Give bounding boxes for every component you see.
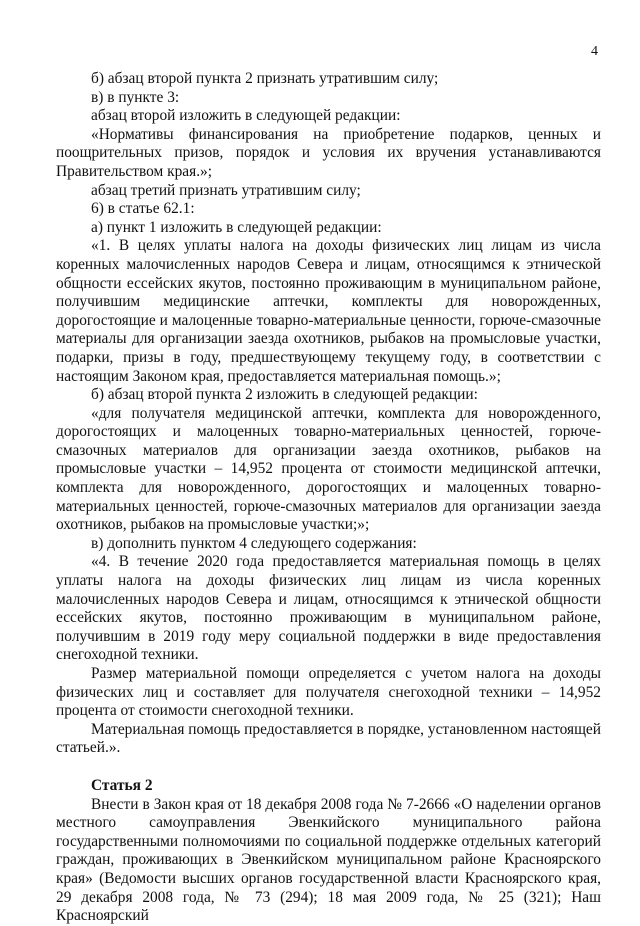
paragraph: абзац второй изложить в следующей редакции: xyxy=(91,107,401,125)
paragraph: Размер материальной помощи определяется с учетом налога на доходы физических лиц и составляет для получателя снегоходной техники – 14,952 процента от стоимости снегоходной техники. xyxy=(56,665,601,720)
paragraph: в) в пункте 3: xyxy=(91,88,180,106)
section-spacer xyxy=(56,758,601,777)
paragraph: а) пункт 1 изложить в следующей редакции: xyxy=(91,218,382,236)
page-number: 4 xyxy=(591,44,598,59)
paragraph: «для получателя медицинской аптечки, комплекта для новорожденного, дорогостоящих и малоценных товарно-материальных ценностей, горюче-смазочных материалов для организации заезда охотников, рыбаков на промысловые участки – 14,952 процента от стоимости медицинской аптечки, комплекта для новорожденного, дорогостоящих и малоценных товарно-материальных ценностей, горюче-смазочных материалов для организации заезда охотников, рыбаков на промысловые участки;»; xyxy=(56,404,601,534)
paragraph: Внести в Закон края от 18 декабря 2008 года № 7-2666 «О наделении органов местного самоуправления Эвенкийского муниципального района государственными полномочиями по социальной поддержке отдельных категорий граждан, проживающих в Эвенкийском муниципальном районе Красноярского края» (Ведомости высших органов государственной власти Красноярского края, 29 декабря 2008 года, № 73 (294); 18 мая 2009 года, № 25 (321); Наш Красноярский xyxy=(56,795,601,925)
paragraph: «4. В течение 2020 года предоставляется материальная помощь в целях уплаты налога на доходы физических лиц лицам из числа коренных малочисленных народов Севера и лицам, относящимся к этнической общности ессейских якутов, постоянно проживающим в муниципальном районе, получившим в 2019 году меру социальной поддержки в виде предоставления снегоходной техники. xyxy=(56,553,601,664)
paragraph: 6) в статье 62.1: xyxy=(91,200,195,218)
paragraph: Материальная помощь предоставляется в порядке, установленном настоящей статьей.». xyxy=(56,720,601,757)
paragraph: «1. В целях уплаты налога на доходы физических лиц лицам из числа коренных малочисленных народов Севера и лицам, относящимся к этнической общности ессейских якутов, постоянно проживающим в муниципальном районе, получившим медицинские аптечки, комплекты для новорожденных, дорогостоящие и малоценные товарно-материальные ценности, горюче-смазочные материалы для организации заезда охотников, рыбаков на промысловые участки, подарки, призы в году, предшествующему текущему году, в соответствии с настоящим Законом края, предоставляется материальная помощь.»; xyxy=(56,237,601,385)
article-heading: Статья 2 xyxy=(91,776,153,794)
paragraph: б) абзац второй пункта 2 признать утратившим силу; xyxy=(91,70,439,87)
paragraph: абзац третий признать утратившим силу; xyxy=(91,181,361,199)
paragraph: «Нормативы финансирования на приобретение подарков, ценных и поощрительных призов, порядок и условия их вручения устанавливаются Правительством края.»; xyxy=(56,125,601,180)
document-body xyxy=(56,70,601,926)
paragraph: б) абзац второй пункта 2 изложить в следующей редакции: xyxy=(91,386,478,404)
paragraph: в) дополнить пунктом 4 следующего содержания: xyxy=(91,534,417,552)
